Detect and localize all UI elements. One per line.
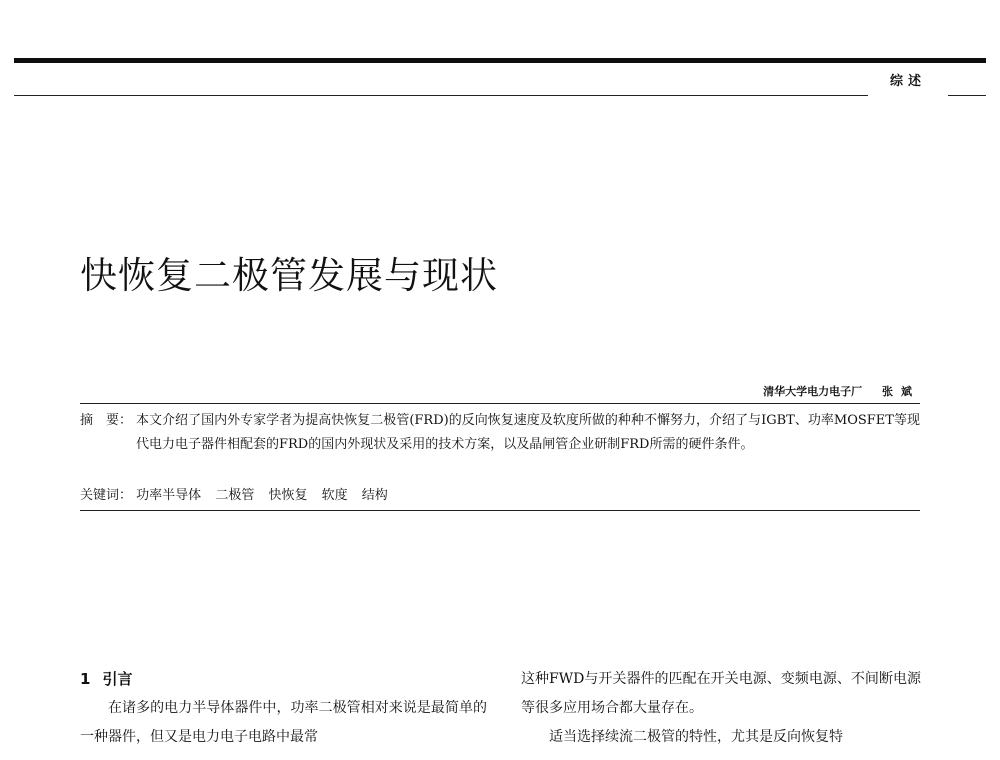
keywords-rule <box>80 510 920 511</box>
keyword-item: 软度 <box>321 488 348 503</box>
author-affiliation: 清华大学电力电子厂 <box>763 385 863 398</box>
section-title: 引言 <box>102 670 133 688</box>
body-paragraph-continued: 这种FWD与开关器件的匹配在开关电源、变频电源、不间断电源等很多应用场合都大量存在。 <box>521 671 921 716</box>
body-paragraph: 适当选择续流二极管的特性，尤其是反向恢复特 <box>549 729 843 745</box>
keyword-item: 快恢复 <box>268 488 308 503</box>
keywords <box>80 486 920 506</box>
author-rule <box>80 403 920 404</box>
author-name: 张斌 <box>882 385 920 398</box>
body-column-left <box>80 665 487 752</box>
keyword-item: 二极管 <box>215 488 255 503</box>
keyword-item: 结构 <box>361 488 388 503</box>
body-column-right <box>521 665 921 752</box>
author-line <box>763 383 920 399</box>
section-heading <box>80 665 487 694</box>
abstract-label: 摘 要： <box>80 413 133 428</box>
header-thin-rule <box>14 95 986 96</box>
abstract-text: 本文介绍了国内外专家学者为提高快恢复二极管(FRD)的反向恢复速度及软度所做的种种不懈努力，介绍了与IGBT、功率MOSFET等现代电力电子器件相配套的FRD的国内外现状及采用的技术方案，以及晶闸管企业研制FRD所需的硬件条件。 <box>136 413 920 452</box>
body-paragraph: 在诸多的电力半导体器件中，功率二极管相对来说是最简单的一种器件，但又是电力电子电路中最常 <box>80 700 487 745</box>
keyword-item: 功率半导体 <box>136 488 202 503</box>
section-tag: 综述 <box>868 74 948 96</box>
section-number: 1 <box>80 670 91 688</box>
article-title: 快恢复二极管发展与现状 <box>80 254 498 297</box>
header-thick-rule <box>14 58 986 63</box>
abstract <box>80 409 920 457</box>
keywords-label: 关键词： <box>80 488 133 503</box>
